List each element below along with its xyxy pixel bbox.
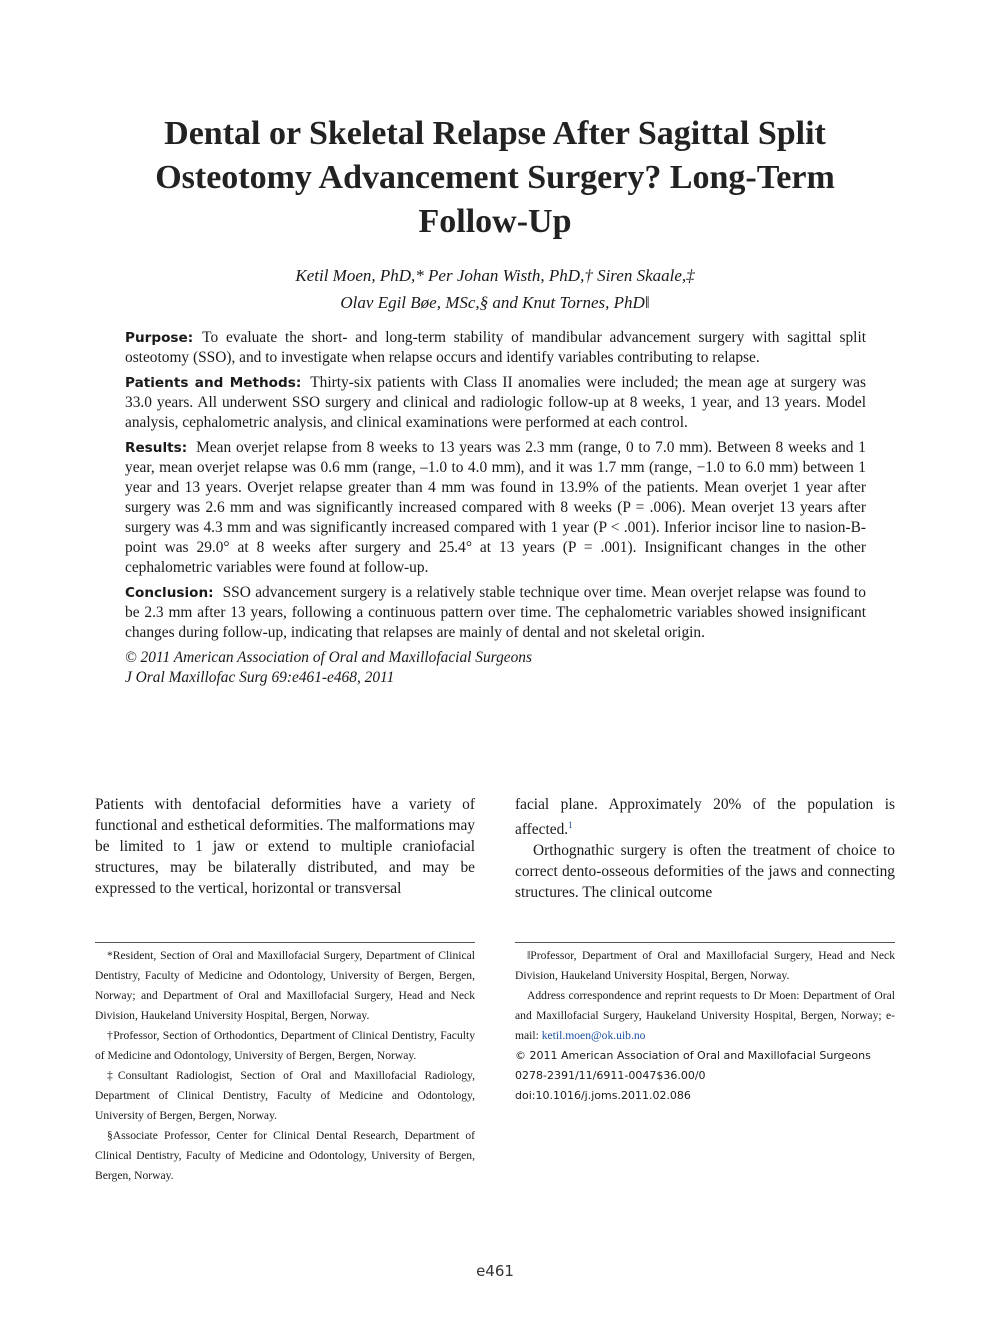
methods-text: Thirty-six patients with Class II anomalies were included; the mean age at surgery was 33.0 years. All underwent SSO surgery and clinical and radiologic follow-up at 8 weeks, 1 year, and 13 years. Model analysis, cephalometric analysis, and clinical examinations were performed at each control. [125,374,866,431]
footnote-2: †Professor, Section of Orthodontics, Department of Clinical Dentistry, Faculty of Medicine and Odontology, University of Bergen, Bergen, Norway. [95,1029,475,1062]
abstract [125,328,866,688]
surgery-paragraph: Orthognathic surgery is often the treatment of choice to correct dento-osseous deformities of the jaws and connecting structures. The clinical outcome [515,842,895,902]
intro-paragraph-continued [515,794,895,840]
purpose-text: To evaluate the short- and long-term stability of mandibular advancement surgery with sagittal split osteotomy (SSO), and to investigate when relapse occurs and identify variables contributing to relapse. [125,329,866,366]
author-line-1: Ketil Moen, PhD,* Per Johan Wisth, PhD,† Siren Skaale,‡ [295,266,695,285]
footnote-4: §Associate Professor, Center for Clinical Dental Research, Department of Clinical Dentistry, Faculty of Medicine and Odontology, University of Bergen, Bergen, Norway. [95,1129,475,1182]
footnote-5: ‖Professor, Department of Oral and Maxillofacial Surgery, Head and Neck Division, Haukeland University Hospital, Bergen, Norway. [515,949,895,982]
correspondence [515,986,895,1046]
conclusion-label: Conclusion: [125,585,214,601]
intro-paragraph: Patients with dentofacial deformities have a variety of functional and esthetical deformities. The malformations may be limited to 1 jaw or extend to multiple craniofacial structures, may be bilaterally distributed, and may be expressed to the vertical, horizontal or transversal [95,796,475,897]
methods-label: Patients and Methods: [125,375,302,391]
email-link[interactable]: ketil.moen@ok.uib.no [541,1029,646,1042]
results-label: Results: [125,440,188,456]
abstract-conclusion [125,583,866,643]
footnotes-left [95,946,475,1186]
correspondence-text: Address correspondence and reprint requests to Dr Moen: Department of Oral and Maxillofacial Surgery, Haukeland University Hospital, Bergen, Norway; e-mail: [515,989,895,1042]
purpose-label: Purpose: [125,330,194,346]
abstract-purpose [125,328,866,368]
abstract-methods [125,373,866,433]
journal-citation: J Oral Maxillofac Surg 69:e461-e468, 2011 [125,669,395,686]
author-line-2: Olav Egil Bøe, MSc,§ and Knut Tornes, PhD‖ [340,293,650,312]
footnote-3: ‡Consultant Radiologist, Section of Oral and Maxillofacial Radiology, Department of Clinical Dentistry, Faculty of Medicine and Odontology, University of Bergen, Bergen, Norway. [95,1069,475,1122]
article-title: Dental or Skeletal Relapse After Sagittal Split Osteotomy Advancement Surgery? Long-Term Follow-Up [155,115,835,240]
results-text: Mean overjet relapse from 8 weeks to 13 years was 2.3 mm (range, 0 to 7.0 mm). Between 8 weeks and 1 year, mean overjet relapse was 0.6 mm (range, –1.0 to 4.0 mm), and it was 1.7 mm (range, −1.0 to 6.0 mm) between 1 year and 13 years. Overjet relapse greater than 4 mm was found in 13.9% of the patients. Mean overjet 1 year after surgery was 2.6 mm and was significantly increased compared with 8 weeks (P = .006). Mean overjet 13 years after surgery was 4.3 mm and was significantly increased compared with 1 year (P < .001). Inferior incisor line to nasion-B-point was 29.0° at 8 weeks after surgery and 25.4° at 13 years (P = .001). Insignificant changes in the other cephalometric variables were found at follow-up. [125,439,866,576]
doi: doi:10.1016/j.joms.2011.02.086 [515,1089,691,1102]
body-column-right [515,794,895,903]
issn: 0278-2391/11/6911-0047$36.00/0 [515,1069,706,1082]
footnote-divider-right [515,942,895,943]
footnote-copyright: © 2011 American Association of Oral and Maxillofacial Surgeons [515,1049,871,1062]
page-number: e461 [476,1262,514,1280]
intro-continued-text: facial plane. Approximately 20% of the population is affected. [515,796,895,839]
body-column-left [95,794,475,899]
abstract-results [125,438,866,578]
reference-link[interactable]: 1 [568,820,573,830]
author-list [110,262,880,316]
footnote-1: *Resident, Section of Oral and Maxillofacial Surgery, Department of Clinical Dentistry, Faculty of Medicine and Odontology, University of Bergen, Bergen, Norway; and Department of Oral and Maxillofacial Surgery, Head and Neck Division, Haukeland University Hospital, Bergen, Norway. [95,949,475,1022]
footnote-divider-left [95,942,475,943]
abstract-copyright: © 2011 American Association of Oral and Maxillofacial Surgeons [125,649,532,666]
footnotes-right [515,946,895,1106]
conclusion-text: SSO advancement surgery is a relatively stable technique over time. Mean overjet relapse was found to be 2.3 mm after 13 years, following a continuous pattern over time. The cephalometric variables showed insignificant changes during follow-up, indicating that relapses are mainly of dental and not skeletal origin. [125,584,866,641]
